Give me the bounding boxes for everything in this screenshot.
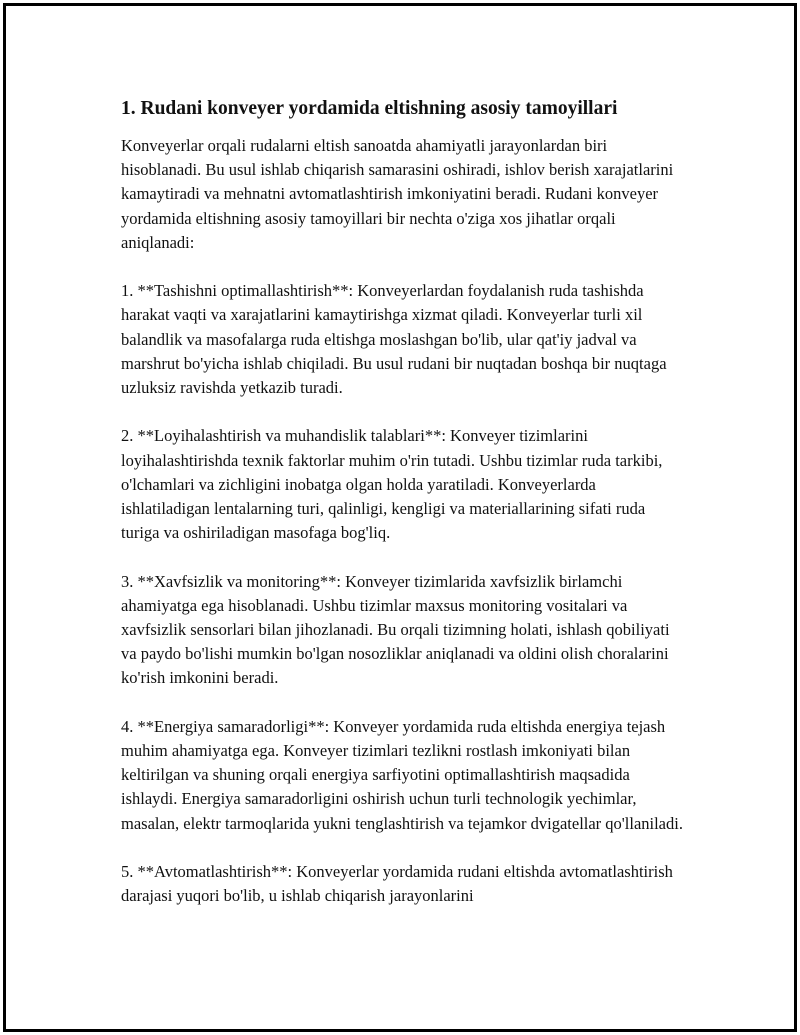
intro-paragraph: Konveyerlar orqali rudalarni eltish sanoatda ahamiyatli jarayonlardan biri hisoblanadi. Bu usul ishlab chiqarish samarasini oshiradi, ishlov berish xarajatlarini kamaytiradi va mehnatni avtomatlashtirish imkoniyatini beradi. Rudani konveyer yordamida eltishning asosiy tamoyillari bir nechta o'ziga xos jihatlar orqali aniqlanadi: bbox=[121, 136, 674, 252]
paragraph-energy-efficiency: 4. **Energiya samaradorligi**: Konveyer yordamida ruda eltishda energiya tejash muhim ahamiyatga ega. Konveyer tizimlari tezlikni rostlash imkoniyati bilan keltirilgan va shuning orqali energiya sarfiyotini optimallashtirish maqsadida ishlaydi. Energiya samaradorligini oshirish uchun turli technologik yechimlar, masalan, elektr tarmoqlarida yukni tenglashtirish va tejamkor dvigatellar qo'llaniladi. bbox=[121, 716, 683, 833]
paragraph-design-requirements: 2. **Loyihalashtirish va muhandislik talablari**: Konveyer tizimlarini loyihalashtirishda texnik faktorlar muhim o'rin tutadi. Ushbu tizimlar ruda tarkibi, o'lchamlari va zichligini inobatga olgan holda yaratiladi. Konveyerlarda ishlatiladigan lentalarning turi, qalinligi, kengligi va materiallarining sifati ruda turiga va oshiriladigan masofaga bog'liq. bbox=[121, 426, 663, 543]
document-body bbox=[121, 96, 686, 908]
paragraph-automation: 5. **Avtomatlashtirish**: Konveyerlar yordamida rudani eltishda avtomatlashtirish darajasi yuqori bo'lib, u ishlab chiqarish jarayonlarini bbox=[121, 862, 673, 906]
document-page bbox=[3, 3, 797, 1032]
section-title: 1. Rudani konveyer yordamida eltishning asosiy tamoyillari bbox=[121, 98, 618, 119]
paragraph-transport-optimization: 1. **Tashishni optimallashtirish**: Konveyerlardan foydalanish ruda tashishda harakat vaqti va xarajatlarini kamaytirishga xizmat qiladi. Konveyerlar turli xil balandlik va masofalarga ruda eltishga moslashgan bo'lib, ular qat'iy jadval va marshrut bo'yicha ishlab chiqiladi. Bu usul rudani bir nuqtadan boshqa bir nuqtaga uzluksiz ravishda yetkazib turadi. bbox=[121, 281, 667, 398]
paragraph-safety-monitoring: 3. **Xavfsizlik va monitoring**: Konveyer tizimlarida xavfsizlik birlamchi ahamiyatga ega hisoblanadi. Ushbu tizimlar maxsus monitoring vositalari va xavfsizlik sensorlari bilan jihozlanadi. Bu orqali tizimning holati, ishlash qobiliyati va paydo bo'lishi mumkin bo'lgan nosozliklar aniqlanadi va oldini olish choralarini ko'rish imkonini beradi. bbox=[121, 571, 670, 688]
